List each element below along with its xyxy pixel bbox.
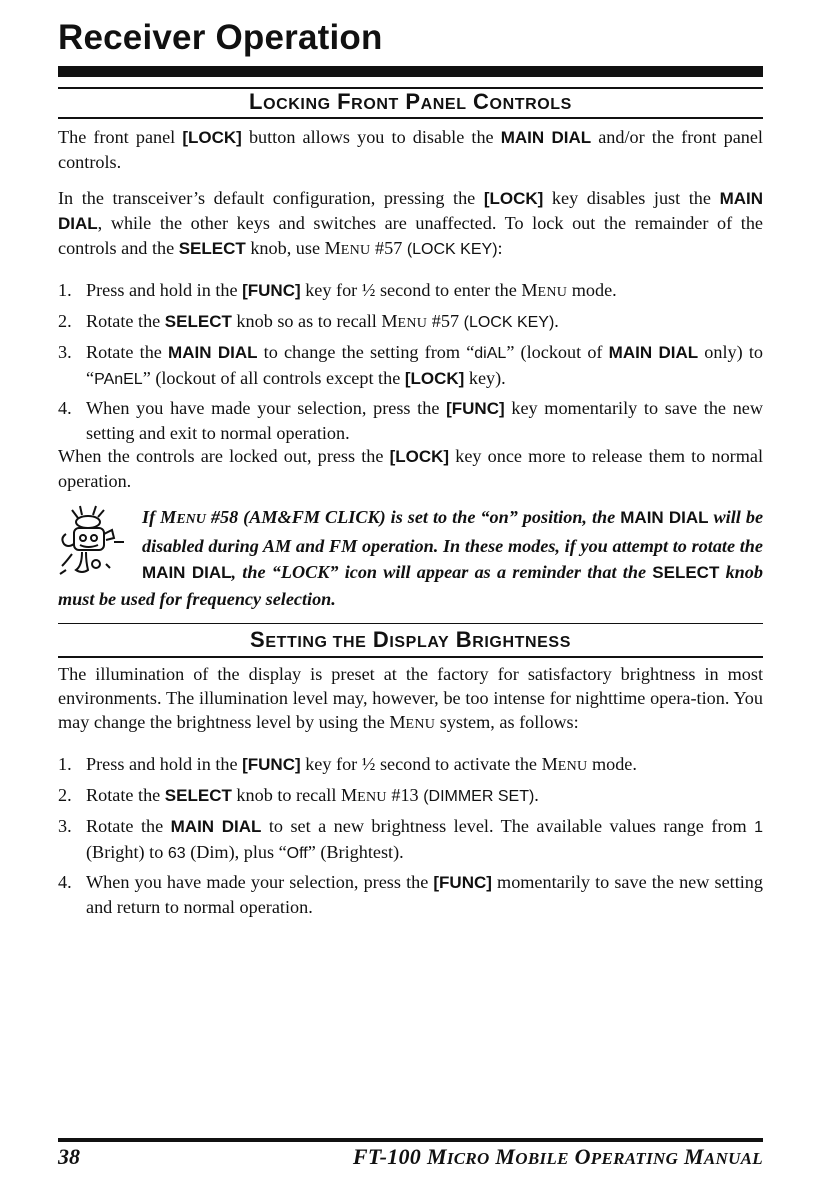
list-item: 4. When you have made your selection, press the [FUNC] key momentarily to save the new setting and exit to normal operation. [58, 398, 763, 443]
page-title: Receiver Operation [58, 18, 383, 57]
note-block: If MENU #58 (AM&FM CLICK) is set to the “on” position, the MAIN DIAL will be disabled during AM and FM operation. In these modes, if you attempt to rotate the MAIN DIAL, the “LOCK” icon will appear as a reminder that the SELECT knob must be used for frequency selection. [58, 504, 763, 612]
section-heading-locking: LOCKING FRONT PANEL CONTROLS [249, 89, 572, 114]
section-rule-bottom [58, 117, 763, 119]
list-item: 1. Press and hold in the [FUNC] key for ½ second to enter the MENU mode. [58, 280, 617, 300]
list-item: 3. Rotate the MAIN DIAL to change the setting from “diAL” (lockout of MAIN DIAL only) to “PAnEL” (lockout of all controls except the [LOCK] key). [58, 342, 763, 388]
list-item: 1. Press and hold in the [FUNC] key for ½ second to activate the MENU mode. [58, 754, 637, 774]
section-rule-bottom [58, 656, 763, 658]
paragraph: The front panel [LOCK] button allows you to disable the MAIN DIAL and/or the front panel controls. [58, 127, 763, 172]
list-item: 2. Rotate the SELECT knob to recall MENU #13 (DIMMER SET). [58, 785, 539, 805]
paragraph: The illumination of the display is preset at the factory for satisfactory brightness in most environments. The illumination level may, however, be too intense for nighttime opera-tion. You may change the brightness level by using the MENU system, as follows: [58, 664, 763, 732]
step-list [58, 278, 763, 449]
step-list [58, 752, 763, 923]
paragraph: When the controls are locked out, press the [LOCK] key once more to release them to normal operation. [58, 446, 763, 491]
section-heading-brightness: SETTING THE DISPLAY BRIGHTNESS [250, 627, 571, 652]
section-rule-top [58, 623, 763, 624]
footer-rule [58, 1138, 763, 1142]
list-item: 3. Rotate the MAIN DIAL to set a new brightness level. The available values range from 1 (Bright) to 63 (Dim), plus “Off” (Brightest). [58, 816, 764, 862]
mascot-icon [58, 504, 138, 580]
manual-title: FT-100 MICRO MOBILE OPERATING MANUAL [352, 1144, 763, 1169]
title-bar [58, 66, 763, 77]
paragraph: In the transceiver’s default configuration, pressing the [LOCK] key disables just the MAIN DIAL, while the other keys and switches are unaffected. To lock out the remainder of the controls and the SELECT knob, use MENU #57 (LOCK KEY): [58, 188, 764, 258]
list-item: 2. Rotate the SELECT knob so as to recall MENU #57 (LOCK KEY). [58, 311, 559, 331]
page-number: 38 [58, 1144, 80, 1169]
list-item: 4. When you have made your selection, press the [FUNC] momentarily to save the new setting and return to normal operation. [58, 872, 763, 917]
